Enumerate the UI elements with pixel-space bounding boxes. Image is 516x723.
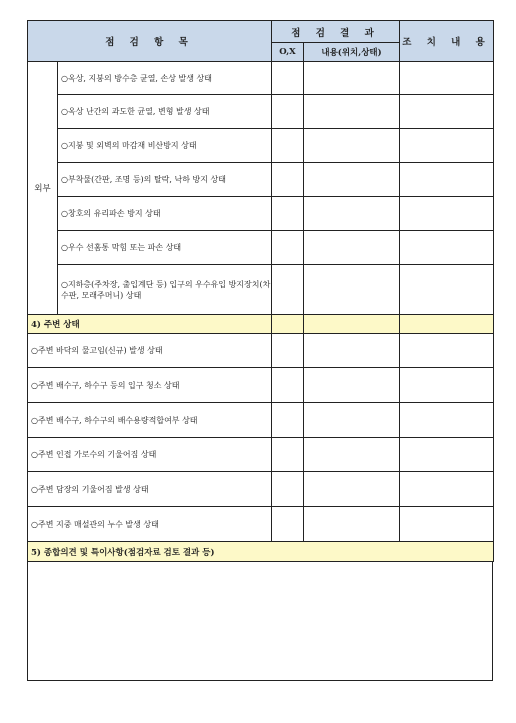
check-item: ○지하층(주차장, 출입계단 등) 입구의 우수유입 방지장치(차수판, 모래주머니) 상태 xyxy=(58,265,272,315)
ox-cell[interactable] xyxy=(272,95,304,129)
ox-cell[interactable] xyxy=(272,129,304,163)
actions-cell[interactable] xyxy=(400,197,494,231)
check-item: ○옥상, 지붕의 방수층 균열, 손상 발생 상태 xyxy=(58,62,272,95)
table-row xyxy=(28,231,494,265)
details-cell[interactable] xyxy=(304,334,400,368)
details-cell[interactable] xyxy=(304,472,400,507)
header-inspection-results: 점 검 결 과 xyxy=(272,21,400,43)
ox-cell[interactable] xyxy=(272,265,304,315)
check-item: ○지붕 및 외벽의 마감재 비산방지 상태 xyxy=(58,129,272,163)
actions-cell[interactable] xyxy=(400,507,494,542)
table-row xyxy=(28,438,494,472)
ox-cell[interactable] xyxy=(272,507,304,542)
table-row xyxy=(28,472,494,507)
actions-cell[interactable] xyxy=(400,472,494,507)
category-exterior: 외부 xyxy=(28,62,58,315)
table-row xyxy=(28,163,494,197)
header-ox: O,X xyxy=(272,43,304,62)
details-cell[interactable] xyxy=(304,507,400,542)
general-opinion-area[interactable] xyxy=(27,562,493,681)
header-inspection-items: 점 검 항 목 xyxy=(28,21,272,62)
details-cell[interactable] xyxy=(304,368,400,403)
checklist-table xyxy=(27,20,494,562)
section-4-fill xyxy=(304,315,400,334)
check-item: ○주변 바닥의 물고임(신규) 발생 상태 xyxy=(28,334,272,368)
section-4-title: 4) 주변 상태 xyxy=(28,315,272,334)
table-row xyxy=(28,95,494,129)
actions-cell[interactable] xyxy=(400,62,494,95)
details-cell[interactable] xyxy=(304,438,400,472)
ox-cell[interactable] xyxy=(272,438,304,472)
table-row xyxy=(28,265,494,315)
details-cell[interactable] xyxy=(304,231,400,265)
table-row xyxy=(28,507,494,542)
table-row xyxy=(28,62,494,95)
actions-cell[interactable] xyxy=(400,231,494,265)
actions-cell[interactable] xyxy=(400,438,494,472)
check-item: ○주변 배수구, 하수구 등의 입구 청소 상태 xyxy=(28,368,272,403)
table-row xyxy=(28,368,494,403)
header-actions: 조 치 내 용 xyxy=(400,21,494,62)
table-row xyxy=(28,334,494,368)
actions-cell[interactable] xyxy=(400,265,494,315)
check-item: ○주변 담장의 기울어짐 발생 상태 xyxy=(28,472,272,507)
check-item: ○부착물(간판, 조명 등)의 탈락, 낙하 방지 상태 xyxy=(58,163,272,197)
check-item: ○우수 선홈통 막힘 또는 파손 상태 xyxy=(58,231,272,265)
header-details: 내용(위치,상태) xyxy=(304,43,400,62)
ox-cell[interactable] xyxy=(272,334,304,368)
actions-cell[interactable] xyxy=(400,403,494,438)
actions-cell[interactable] xyxy=(400,163,494,197)
ox-cell[interactable] xyxy=(272,231,304,265)
section-5-title: 5) 종합의견 및 특이사항(점검자료 검토 결과 등) xyxy=(28,542,494,562)
details-cell[interactable] xyxy=(304,62,400,95)
table-row xyxy=(28,197,494,231)
table-row xyxy=(28,403,494,438)
ox-cell[interactable] xyxy=(272,163,304,197)
check-item: ○주변 배수구, 하수구의 배수용량적합여부 상태 xyxy=(28,403,272,438)
actions-cell[interactable] xyxy=(400,95,494,129)
details-cell[interactable] xyxy=(304,129,400,163)
actions-cell[interactable] xyxy=(400,334,494,368)
section-header-row xyxy=(28,315,494,334)
inspection-checklist xyxy=(27,20,493,681)
ox-cell[interactable] xyxy=(272,368,304,403)
actions-cell[interactable] xyxy=(400,368,494,403)
check-item: ○주변 인접 가로수의 기울어짐 상태 xyxy=(28,438,272,472)
actions-cell[interactable] xyxy=(400,129,494,163)
section-header-row xyxy=(28,542,494,562)
section-4-fill xyxy=(400,315,494,334)
details-cell[interactable] xyxy=(304,197,400,231)
ox-cell[interactable] xyxy=(272,472,304,507)
check-item: ○옥상 난간의 과도한 균열, 변형 발생 상태 xyxy=(58,95,272,129)
details-cell[interactable] xyxy=(304,95,400,129)
check-item: ○주변 지중 매설관의 누수 발생 상태 xyxy=(28,507,272,542)
check-item: ○창호의 유리파손 방지 상태 xyxy=(58,197,272,231)
details-cell[interactable] xyxy=(304,265,400,315)
ox-cell[interactable] xyxy=(272,62,304,95)
section-4-fill xyxy=(272,315,304,334)
ox-cell[interactable] xyxy=(272,403,304,438)
ox-cell[interactable] xyxy=(272,197,304,231)
table-row xyxy=(28,129,494,163)
details-cell[interactable] xyxy=(304,403,400,438)
details-cell[interactable] xyxy=(304,163,400,197)
